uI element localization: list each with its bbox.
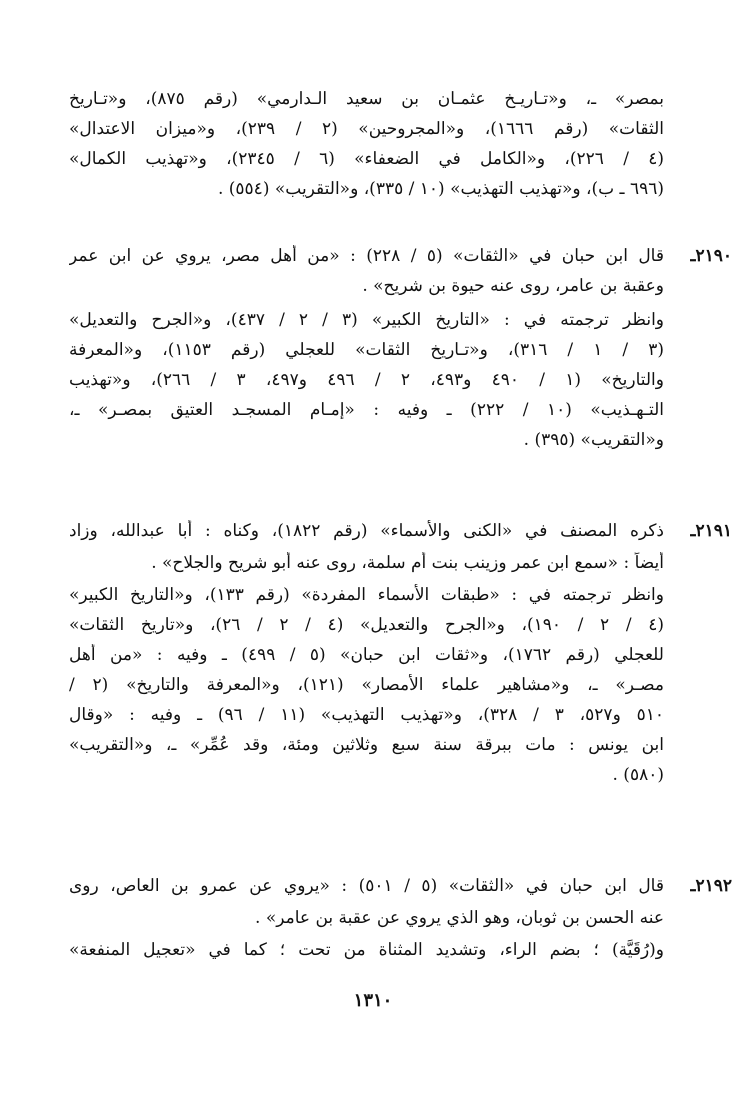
text-line: ابن يونس : مات ببرقة سنة سبع وثلاثين ومئة، وقد عُمِّر» ـ، و«التقريب» <box>69 735 664 755</box>
intro-paragraph <box>69 88 664 228</box>
text-line: (٤ / ٢ / ١٩٠)، و«الجرح والتعديل» (٤ / ٢ / ٢٦)، و«تاريخ الثقات» <box>69 615 664 635</box>
text-line: قال ابن حبان في «الثقات» (٥ / ٥٠١) : «يروي عن عمرو بن العاص، روى <box>69 876 664 896</box>
entry-number: ٢١٩١ـ <box>690 521 732 541</box>
text-line: (٤ / ٢٢٦)، و«الكامل في الضعفاء» (٦ / ٢٣٤٥)، و«تهذيب الكمال» <box>69 149 664 169</box>
text-line: قال ابن حبان في «الثقات» (٥ / ٢٢٨) : «من أهل مصر، يروي عن ابن عمر <box>69 246 664 266</box>
entry-2190 <box>69 245 732 495</box>
text-line: والتاريخ» (١ / ٤٩٠ و٤٩٣، ٢ / ٤٩٦ و٤٩٧، ٣ / ٢٦٦)، و«تهذيب <box>69 370 664 390</box>
text-line: ٥١٠ و٥٢٧، ٣ / ٣٢٨)، و«تهذيب التهذيب» (١١ / ٩٦) ـ وفيه : «وقال <box>69 705 664 725</box>
page-number: ١٣١٠ <box>353 990 393 1011</box>
text-line: و«التقريب» (٣٩٥) . <box>523 430 664 450</box>
entry-number: ٢١٩٠ـ <box>690 246 732 266</box>
entry-2191 <box>69 520 732 850</box>
entry-2192 <box>69 875 732 975</box>
text-line: للعجلي (رقم ١٧٦٢)، و«ثقات ابن حبان» (٥ / ٤٩٩) ـ وفيه : «من أهل <box>69 645 664 665</box>
text-line: و(رُقَيَّة) ؛ بضم الراء، وتشديد المثناة من تحت ؛ كما في «تعجيل المنفعة» <box>69 940 664 960</box>
entry-number: ٢١٩٢ـ <box>690 876 732 896</box>
text-line: وانظر ترجمته في : «التاريخ الكبير» (٣ / ٢ / ٤٣٧)، و«الجرح والتعديل» <box>69 310 664 330</box>
text-line: وعقبة بن عامر، روى عنه حيوة بن شريح» . <box>362 276 664 296</box>
text-line: بمصر» ـ، و«تـاريـخ عثمـان بن سعيد الـدارمي» (رقم ٨٧٥)، و«تـاريخ <box>69 89 664 109</box>
text-line: الثقات» (رقم ١٦٦٦)، و«المجروحين» (٢ / ٢٣٩)، و«ميزان الاعتدال» <box>69 119 664 139</box>
text-line: أيضاً : «سمع ابن عمر وزينب بنت أم سلمة، روى عنه أبو شريح والجلاح» . <box>151 553 664 573</box>
text-line: التـهـذيب» (١٠ / ٢٢٢) ـ وفيه : «إمـام المسجـد العتيق بمصـر» ـ، <box>69 400 664 420</box>
text-line: مصـر» ـ، و«مشاهير علماء الأمصار» (١٢١)، و«المعرفة والتاريخ» (٢ / <box>69 675 664 695</box>
text-line: وانظر ترجمته في : «طبقات الأسماء المفردة» (رقم ١٣٣)، و«التاريخ الكبير» <box>69 585 664 605</box>
text-line: ذكره المصنف في «الكنى والأسماء» (رقم ١٨٢٢)، وكناه : أبا عبدالله، وزاد <box>69 521 664 541</box>
text-line: عنه الحسن بن ثوبان، وهو الذي يروي عن عقبة بن عامر» . <box>255 908 664 928</box>
text-line: (٦٩٦ ـ ب)، و«تهذيب التهذيب» (١٠ / ٣٣٥)، و«التقريب» (٥٥٤) . <box>217 179 664 199</box>
text-line: (٣ / ١ / ٣١٦)، و«تـاريخ الثقات» للعجلي (رقم ١١٥٣)، و«المعرفة <box>69 340 664 360</box>
text-line: (٥٨٠) . <box>612 765 664 785</box>
